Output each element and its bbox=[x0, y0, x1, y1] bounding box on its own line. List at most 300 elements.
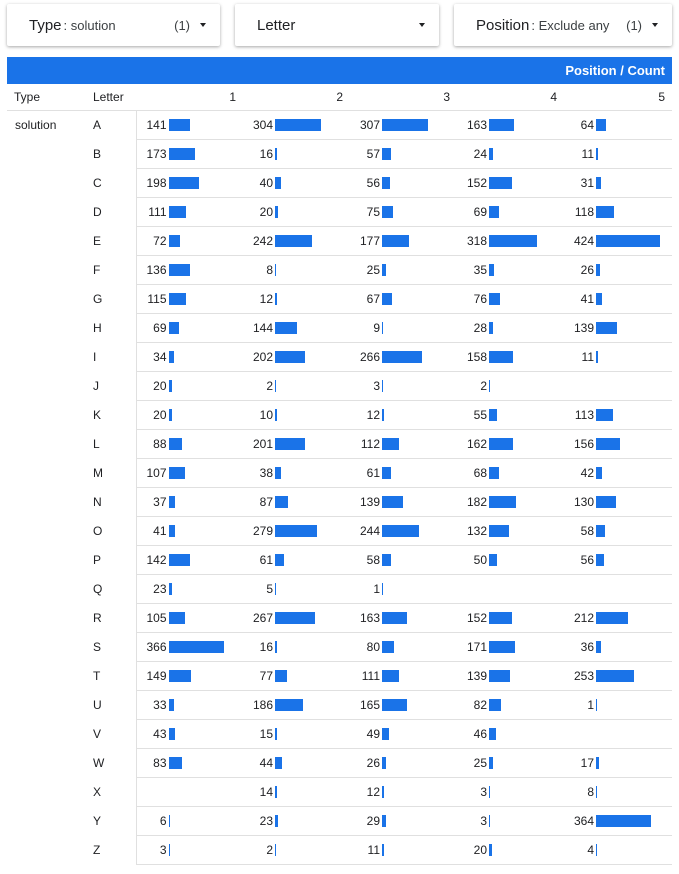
table-row bbox=[7, 458, 672, 487]
count-cell bbox=[136, 458, 243, 487]
count-value: 2 bbox=[480, 378, 487, 393]
count-bar bbox=[489, 670, 510, 682]
count-bar bbox=[489, 409, 497, 421]
count-value: 29 bbox=[366, 813, 380, 828]
count-bar bbox=[596, 293, 602, 305]
count-value: 17 bbox=[580, 755, 594, 770]
count-cell bbox=[457, 661, 564, 690]
count-cell bbox=[136, 603, 243, 632]
count-cell bbox=[350, 458, 457, 487]
position-filter-value: : Exclude any bbox=[531, 17, 610, 33]
count-cell bbox=[243, 516, 350, 545]
count-cell bbox=[457, 719, 564, 748]
count-bar bbox=[489, 206, 499, 218]
count-value: 424 bbox=[573, 233, 594, 248]
position-column-header[interactable]: 2 bbox=[243, 84, 350, 110]
count-bar bbox=[382, 786, 384, 798]
caret-down-icon bbox=[652, 23, 658, 27]
letter-cell: A bbox=[86, 110, 136, 139]
count-cell bbox=[350, 342, 457, 371]
count-value: 267 bbox=[252, 610, 273, 625]
count-bar bbox=[169, 380, 172, 392]
count-value: 162 bbox=[466, 436, 487, 451]
count-value: 198 bbox=[146, 175, 167, 190]
count-value: 3 bbox=[373, 378, 380, 393]
position-filter-label: Position bbox=[476, 16, 530, 34]
count-bar bbox=[382, 322, 383, 334]
count-cell bbox=[564, 777, 672, 806]
position-filter-dropdown[interactable] bbox=[454, 4, 672, 46]
count-cell bbox=[243, 168, 350, 197]
count-bar bbox=[489, 554, 497, 566]
count-cell bbox=[243, 690, 350, 719]
count-cell bbox=[243, 603, 350, 632]
count-cell bbox=[243, 777, 350, 806]
count-value: 68 bbox=[473, 465, 487, 480]
count-value: 20 bbox=[473, 842, 487, 857]
count-cell bbox=[564, 139, 672, 168]
count-value: 28 bbox=[473, 320, 487, 335]
count-bar bbox=[489, 612, 512, 624]
count-value: 37 bbox=[153, 494, 167, 509]
count-value: 31 bbox=[580, 175, 594, 190]
count-value: 64 bbox=[580, 117, 594, 132]
count-value: 61 bbox=[366, 465, 380, 480]
count-value: 8 bbox=[587, 784, 594, 799]
count-value: 67 bbox=[366, 291, 380, 306]
count-bar bbox=[169, 293, 186, 305]
count-cell bbox=[457, 255, 564, 284]
count-value: 144 bbox=[252, 320, 273, 335]
letter-cell: M bbox=[86, 458, 136, 487]
count-value: 41 bbox=[153, 523, 167, 538]
count-bar bbox=[596, 206, 614, 218]
table-row bbox=[7, 487, 672, 516]
count-value: 55 bbox=[473, 407, 487, 422]
count-bar bbox=[489, 438, 513, 450]
letter-cell: K bbox=[86, 400, 136, 429]
count-bar bbox=[596, 525, 605, 537]
count-cell bbox=[457, 806, 564, 835]
table-row bbox=[7, 777, 672, 806]
count-value: 33 bbox=[153, 697, 167, 712]
count-value: 56 bbox=[366, 175, 380, 190]
count-bar bbox=[382, 293, 392, 305]
letter-cell: R bbox=[86, 603, 136, 632]
count-bar bbox=[596, 351, 598, 363]
count-value: 366 bbox=[146, 639, 167, 654]
count-cell bbox=[243, 371, 350, 400]
count-cell bbox=[457, 429, 564, 458]
count-value: 34 bbox=[153, 349, 167, 364]
count-bar bbox=[489, 815, 490, 827]
count-value: 58 bbox=[366, 552, 380, 567]
count-cell bbox=[136, 197, 243, 226]
count-value: 3 bbox=[159, 842, 167, 857]
count-bar bbox=[489, 728, 496, 740]
count-bar bbox=[382, 554, 391, 566]
count-bar bbox=[489, 177, 512, 189]
count-bar bbox=[169, 438, 182, 450]
count-cell bbox=[457, 516, 564, 545]
count-cell bbox=[457, 371, 564, 400]
count-cell bbox=[136, 806, 243, 835]
count-cell bbox=[136, 168, 243, 197]
count-value: 139 bbox=[359, 494, 380, 509]
count-cell bbox=[457, 487, 564, 516]
letter-cell: U bbox=[86, 690, 136, 719]
count-bar bbox=[275, 786, 277, 798]
count-cell bbox=[350, 545, 457, 574]
count-cell bbox=[564, 255, 672, 284]
count-bar bbox=[596, 815, 651, 827]
count-bar bbox=[275, 119, 321, 131]
count-bar bbox=[489, 496, 516, 508]
count-cell bbox=[564, 168, 672, 197]
count-bar bbox=[275, 670, 287, 682]
table-row bbox=[7, 748, 672, 777]
count-cell bbox=[564, 429, 672, 458]
count-cell bbox=[457, 603, 564, 632]
count-bar bbox=[275, 641, 277, 653]
position-column-header[interactable]: 1 bbox=[136, 84, 243, 110]
count-cell bbox=[243, 284, 350, 313]
count-cell bbox=[564, 458, 672, 487]
count-value: 16 bbox=[259, 639, 273, 654]
count-cell bbox=[243, 835, 350, 864]
type-filter-dropdown[interactable] bbox=[7, 4, 220, 46]
count-bar bbox=[596, 670, 634, 682]
count-bar bbox=[275, 293, 277, 305]
count-cell bbox=[243, 719, 350, 748]
type-column-header[interactable]: Type bbox=[7, 84, 86, 110]
count-cell bbox=[564, 284, 672, 313]
count-cell bbox=[564, 226, 672, 255]
table-row bbox=[7, 429, 672, 458]
count-value: 136 bbox=[146, 262, 167, 277]
count-cell bbox=[136, 487, 243, 516]
count-bar bbox=[382, 728, 389, 740]
count-value: 132 bbox=[466, 523, 487, 538]
letter-column-header[interactable]: Letter bbox=[86, 84, 136, 110]
count-value: 25 bbox=[366, 262, 380, 277]
count-cell bbox=[243, 458, 350, 487]
count-value: 139 bbox=[573, 320, 594, 335]
position-column-header[interactable]: 3 bbox=[350, 84, 457, 110]
count-bar bbox=[382, 177, 390, 189]
letter-cell: Q bbox=[86, 574, 136, 603]
letter-filter-dropdown[interactable] bbox=[235, 4, 439, 46]
letter-cell: F bbox=[86, 255, 136, 284]
count-value: 24 bbox=[473, 146, 487, 161]
count-value: 2 bbox=[266, 378, 273, 393]
position-column-header[interactable]: 5 bbox=[564, 84, 672, 110]
table-row bbox=[7, 400, 672, 429]
count-bar bbox=[596, 409, 613, 421]
count-cell bbox=[457, 835, 564, 864]
count-bar bbox=[489, 119, 514, 131]
count-cell bbox=[136, 313, 243, 342]
count-value: 83 bbox=[153, 755, 167, 770]
count-bar bbox=[596, 641, 601, 653]
count-bar bbox=[489, 844, 492, 856]
count-bar bbox=[382, 438, 399, 450]
count-value: 80 bbox=[366, 639, 380, 654]
count-bar bbox=[596, 148, 598, 160]
count-cell bbox=[564, 632, 672, 661]
count-cell bbox=[136, 371, 243, 400]
count-value: 107 bbox=[146, 465, 167, 480]
table-row bbox=[7, 226, 672, 255]
position-filter-count: (1) bbox=[626, 17, 642, 33]
letter-cell: D bbox=[86, 197, 136, 226]
count-value: 152 bbox=[466, 610, 487, 625]
count-bar bbox=[382, 815, 386, 827]
count-cell bbox=[564, 516, 672, 545]
count-bar bbox=[489, 264, 494, 276]
count-bar bbox=[489, 467, 499, 479]
table-row bbox=[7, 632, 672, 661]
letter-cell: C bbox=[86, 168, 136, 197]
count-value: 202 bbox=[252, 349, 273, 364]
table-row bbox=[7, 806, 672, 835]
count-value: 35 bbox=[473, 262, 487, 277]
count-value: 43 bbox=[153, 726, 167, 741]
count-value: 41 bbox=[580, 291, 594, 306]
count-cell bbox=[243, 748, 350, 777]
count-value: 279 bbox=[252, 523, 273, 538]
table-row bbox=[7, 284, 672, 313]
count-bar bbox=[169, 583, 172, 595]
pivot-column-title: Position / Count bbox=[565, 63, 665, 78]
count-bar bbox=[596, 438, 620, 450]
pivot-header-row bbox=[7, 84, 672, 110]
count-bar bbox=[489, 757, 493, 769]
letter-cell: L bbox=[86, 429, 136, 458]
count-cell bbox=[457, 632, 564, 661]
count-value: 69 bbox=[473, 204, 487, 219]
count-bar bbox=[275, 728, 277, 740]
count-bar bbox=[596, 496, 616, 508]
count-cell bbox=[564, 748, 672, 777]
count-bar bbox=[275, 844, 276, 856]
table-row bbox=[7, 516, 672, 545]
count-bar bbox=[489, 641, 515, 653]
count-value: 9 bbox=[373, 320, 380, 335]
count-bar bbox=[169, 496, 175, 508]
count-value: 182 bbox=[466, 494, 487, 509]
letter-cell: Z bbox=[86, 835, 136, 864]
count-value: 44 bbox=[259, 755, 273, 770]
count-value: 20 bbox=[153, 378, 167, 393]
count-value: 69 bbox=[153, 320, 167, 335]
count-bar bbox=[169, 148, 195, 160]
count-cell bbox=[136, 429, 243, 458]
count-value: 1 bbox=[587, 697, 594, 712]
count-bar bbox=[275, 148, 277, 160]
letter-cell: B bbox=[86, 139, 136, 168]
count-cell bbox=[564, 806, 672, 835]
letter-cell: O bbox=[86, 516, 136, 545]
count-bar bbox=[169, 235, 180, 247]
count-bar bbox=[382, 206, 393, 218]
table-row bbox=[7, 603, 672, 632]
count-value: 4 bbox=[587, 842, 594, 857]
count-bar bbox=[382, 757, 386, 769]
count-value: 115 bbox=[147, 291, 167, 306]
count-cell bbox=[564, 603, 672, 632]
count-cell bbox=[136, 110, 243, 139]
type-filter-label: Type bbox=[29, 16, 62, 34]
count-value: 177 bbox=[359, 233, 380, 248]
count-cell bbox=[564, 313, 672, 342]
count-bar bbox=[169, 612, 185, 624]
count-value: 266 bbox=[359, 349, 380, 364]
count-bar bbox=[382, 380, 383, 392]
count-bar bbox=[596, 786, 597, 798]
count-cell bbox=[243, 197, 350, 226]
count-value: 11 bbox=[367, 842, 380, 857]
position-column-header[interactable]: 4 bbox=[457, 84, 564, 110]
letter-cell: E bbox=[86, 226, 136, 255]
count-bar bbox=[382, 235, 409, 247]
table-row bbox=[7, 835, 672, 864]
table-row bbox=[7, 342, 672, 371]
count-bar bbox=[275, 380, 276, 392]
count-cell bbox=[457, 574, 564, 603]
count-cell bbox=[243, 139, 350, 168]
count-cell bbox=[350, 400, 457, 429]
count-value: 253 bbox=[573, 668, 594, 683]
count-cell bbox=[350, 719, 457, 748]
count-cell bbox=[243, 632, 350, 661]
count-value: 2 bbox=[266, 842, 273, 857]
count-value: 149 bbox=[146, 668, 167, 683]
count-cell bbox=[136, 255, 243, 284]
count-cell bbox=[136, 342, 243, 371]
count-bar bbox=[275, 467, 281, 479]
count-bar bbox=[596, 699, 597, 711]
table-row bbox=[7, 371, 672, 400]
count-cell bbox=[243, 806, 350, 835]
count-cell bbox=[243, 400, 350, 429]
count-value: 14 bbox=[259, 784, 273, 799]
count-cell bbox=[350, 139, 457, 168]
table-row bbox=[7, 545, 672, 574]
table-row bbox=[7, 719, 672, 748]
count-bar bbox=[275, 264, 276, 276]
count-bar bbox=[275, 554, 284, 566]
table-row bbox=[7, 690, 672, 719]
count-bar bbox=[169, 757, 182, 769]
count-bar bbox=[382, 612, 407, 624]
count-value: 113 bbox=[574, 407, 594, 422]
count-cell bbox=[350, 371, 457, 400]
count-cell bbox=[243, 574, 350, 603]
count-value: 20 bbox=[259, 204, 273, 219]
letter-cell: I bbox=[86, 342, 136, 371]
count-bar bbox=[169, 815, 170, 827]
count-cell bbox=[457, 139, 564, 168]
letter-filter-label: Letter bbox=[257, 16, 296, 34]
type-filter-count: (1) bbox=[174, 17, 190, 33]
letter-cell: J bbox=[86, 371, 136, 400]
letter-cell: X bbox=[86, 777, 136, 806]
count-bar bbox=[275, 699, 303, 711]
count-value: 364 bbox=[573, 813, 594, 828]
count-cell bbox=[564, 110, 672, 139]
count-bar bbox=[596, 467, 602, 479]
count-value: 38 bbox=[259, 465, 273, 480]
count-value: 46 bbox=[473, 726, 487, 741]
count-value: 58 bbox=[580, 523, 594, 538]
table-row bbox=[7, 255, 672, 284]
count-bar bbox=[489, 699, 501, 711]
count-bar bbox=[275, 757, 282, 769]
letter-cell: W bbox=[86, 748, 136, 777]
count-cell bbox=[243, 429, 350, 458]
pivot-column-header bbox=[7, 57, 672, 84]
count-bar bbox=[382, 641, 394, 653]
count-bar bbox=[489, 380, 490, 392]
count-bar bbox=[169, 119, 190, 131]
letter-cell: H bbox=[86, 313, 136, 342]
count-value: 36 bbox=[580, 639, 594, 654]
count-cell bbox=[457, 110, 564, 139]
count-bar bbox=[382, 148, 391, 160]
count-bar bbox=[169, 554, 190, 566]
count-cell bbox=[564, 487, 672, 516]
count-value: 156 bbox=[573, 436, 594, 451]
count-bar bbox=[382, 525, 419, 537]
count-cell bbox=[457, 197, 564, 226]
count-cell bbox=[136, 777, 243, 806]
count-cell bbox=[564, 690, 672, 719]
count-cell bbox=[136, 545, 243, 574]
count-value: 307 bbox=[359, 117, 380, 132]
count-cell bbox=[350, 835, 457, 864]
count-cell bbox=[457, 226, 564, 255]
count-bar bbox=[596, 322, 617, 334]
count-cell bbox=[350, 574, 457, 603]
count-value: 11 bbox=[581, 349, 594, 364]
count-value: 111 bbox=[148, 204, 167, 219]
letter-cell: G bbox=[86, 284, 136, 313]
count-bar bbox=[489, 351, 513, 363]
letter-cell: T bbox=[86, 661, 136, 690]
count-value: 304 bbox=[252, 117, 273, 132]
count-value: 141 bbox=[146, 117, 167, 132]
count-cell bbox=[136, 719, 243, 748]
count-bar bbox=[169, 670, 191, 682]
count-bar bbox=[382, 699, 407, 711]
count-value: 212 bbox=[573, 610, 594, 625]
count-bar bbox=[382, 467, 391, 479]
count-value: 163 bbox=[466, 117, 487, 132]
count-bar bbox=[275, 322, 297, 334]
count-cell bbox=[457, 313, 564, 342]
count-cell bbox=[457, 400, 564, 429]
count-value: 49 bbox=[366, 726, 380, 741]
count-value: 158 bbox=[466, 349, 487, 364]
count-bar bbox=[596, 554, 604, 566]
count-cell bbox=[243, 342, 350, 371]
count-cell bbox=[243, 487, 350, 516]
count-value: 173 bbox=[146, 146, 167, 161]
count-value: 25 bbox=[473, 755, 487, 770]
count-value: 40 bbox=[259, 175, 273, 190]
count-cell bbox=[350, 226, 457, 255]
